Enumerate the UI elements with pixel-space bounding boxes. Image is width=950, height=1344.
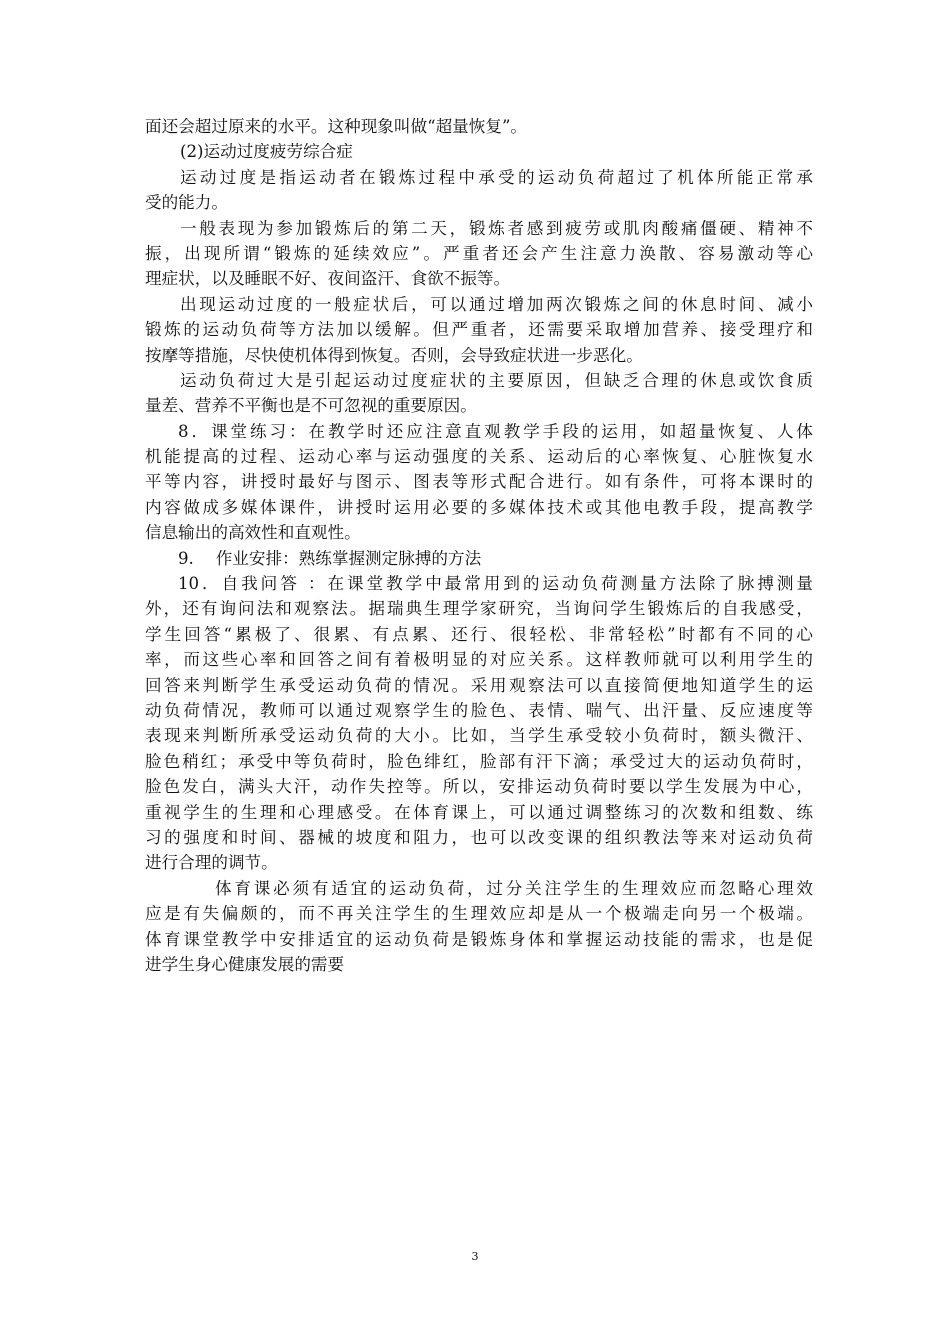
text-line: 量差、营养不平衡也是不可忽视的重要原因。 bbox=[145, 396, 477, 416]
text-line: 理症状，以及睡眠不好、夜间盗汗、食欲不振等。 bbox=[145, 269, 511, 289]
text-line: 振，出现所谓“锻炼的延续效应”。严重者还会产生注意力涣散、容易激动等心 bbox=[145, 243, 813, 263]
text-line: 外，还有询问法和观察法。据瑞典生理学家研究，当询问学生锻炼后的自我感受， bbox=[145, 599, 813, 619]
text-line: 动负荷情况，教师可以通过观察学生的脸色、表情、喘气、出汗量、反应速度等 bbox=[145, 700, 813, 720]
text-line: 平等内容，讲授时最好与图示、图表等形式配合进行。如有条件，可将本课时的 bbox=[145, 472, 813, 492]
text-line: 率，而这些心率和回答之间有着极明显的对应关系。这样教师就可以利用学生的 bbox=[145, 650, 813, 670]
text-line: 运动负荷过大是引起运动过度症状的主要原因，但缺乏合理的休息或饮食质 bbox=[180, 370, 813, 390]
text-line: 锻炼的运动负荷等方法加以缓解。但严重者，还需要采取增加营养、接受理疗和 bbox=[145, 320, 813, 340]
text-line: 体育课堂教学中安排适宜的运动负荷是锻炼身体和掌握运动技能的需求，也是促 bbox=[145, 929, 813, 949]
text-line: 脸色稍红；承受中等负荷时，脸色绯红，脸部有汗下滴；承受过大的运动负荷时， bbox=[145, 751, 813, 771]
text-line: 表现来判断所承受运动负荷的大小。比如，当学生承受较小负荷时，额头微汗、 bbox=[145, 726, 813, 746]
text-line: 学生回答“累极了、很累、有点累、还行、很轻松、非常轻松”时都有不同的心 bbox=[145, 624, 813, 644]
text-line: 8．课堂练习：在教学时还应注意直观教学手段的运用，如超量恢复、人体 bbox=[178, 421, 813, 441]
text-line: 面还会超过原来的水平。这种现象叫做“超量恢复”。 bbox=[145, 117, 528, 136]
text-line: 内容做成多媒体课件，讲授时运用必要的多媒体技术或其他电教手段，提高教学 bbox=[145, 497, 813, 517]
text-line: 体育课必须有适宜的运动负荷，过分关注学生的生理效应而忽略心理效 bbox=[215, 878, 813, 898]
text-line: 应是有失偏颇的，而不再关注学生的生理效应却是从一个极端走向另一个极端。 bbox=[145, 904, 813, 924]
text-line: 受的能力。 bbox=[145, 193, 228, 213]
page-number: 3 bbox=[471, 1250, 479, 1263]
text-line: 脸色发白，满头大汗，动作失控等。所以，安排运动负荷时要以学生发展为中心， bbox=[145, 777, 813, 797]
section-heading: (2)运动过度疲劳综合症 bbox=[180, 142, 353, 162]
text-line: 进行合理的调节。 bbox=[145, 853, 278, 873]
text-line: 习的强度和时间、器械的坡度和阻力，也可以改变课的组织教法等来对运动负荷 bbox=[145, 827, 813, 847]
text-line: 10．自我问答 ：在课堂教学中最常用到的运动负荷测量方法除了脉搏测量 bbox=[178, 574, 813, 594]
text-line: 信息输出的高效性和直观性。 bbox=[145, 523, 361, 543]
text-line: 运动过度是指运动者在锻炼过程中承受的运动负荷超过了机体所能正常承 bbox=[180, 167, 813, 187]
text-line: 重视学生的生理和心理感受。在体育课上，可以通过调整练习的次数和组数、练 bbox=[145, 802, 813, 822]
text-line: 按摩等措施，尽快使机体得到恢复。否则，会导致症状进一步恶化。 bbox=[145, 345, 643, 365]
body-text bbox=[145, 114, 813, 977]
text-line: 进学生身心健康发展的需要 bbox=[145, 954, 345, 974]
text-line: 回答来判断学生承受运动负荷的情况。采用观察法可以直接简便地知道学生的运 bbox=[145, 675, 813, 695]
text-line: 机能提高的过程、运动心率与运动强度的关系、运动后的心率恢复、心脏恢复水 bbox=[145, 447, 813, 467]
text-line: 9. 作业安排：熟练掌握测定脉搏的方法 bbox=[178, 548, 482, 568]
text-line: 出现运动过度的一般症状后，可以通过增加两次锻炼之间的休息时间、减小 bbox=[180, 294, 813, 314]
text-line: 一般表现为参加锻炼后的第二天，锻炼者感到疲劳或肌肉酸痛僵硬、精神不 bbox=[180, 218, 813, 238]
